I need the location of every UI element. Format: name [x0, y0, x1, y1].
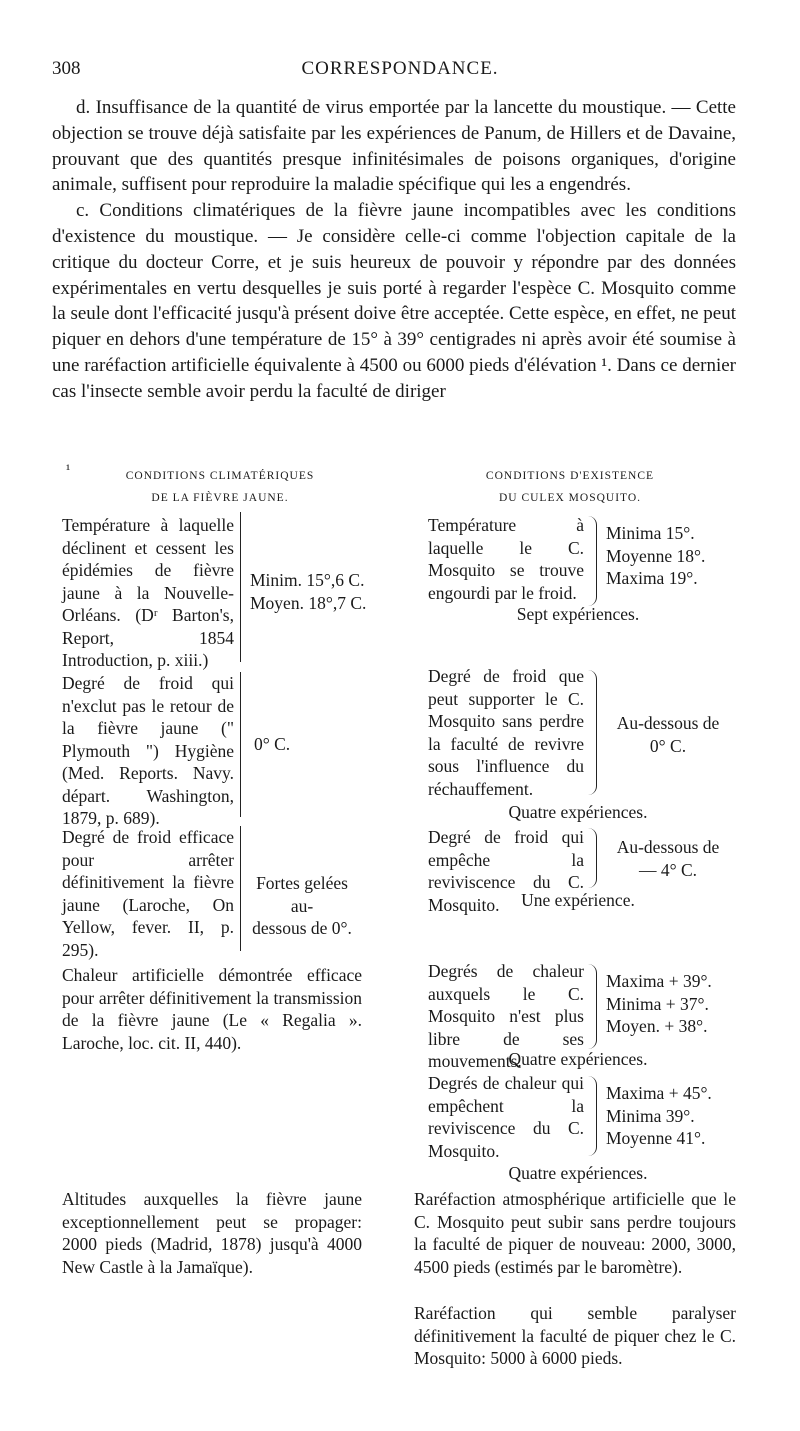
brace-line: [240, 826, 241, 951]
right-row1-note: Sept expériences.: [516, 604, 640, 624]
page-number: 308: [52, 58, 81, 79]
brace-right: [588, 828, 597, 888]
left-row3-value: Fortes gelées au- dessous de 0°.: [252, 873, 352, 938]
paragraph-c: c. Conditions climatériques de la fièvre jaune incompatibles avec les conditions d'existence du moustique. — Je considère celle-ci comme l'objection capitale de la critique du docteur Corre, et je suis heureux de pouvoir y répondre par des données expérimentales en vertu desquelles je suis porté à regarder l'espèce C. Mosquito comme la seule dont l'efficacité jusqu'à présent doive être acceptée. Cette espèce, en effet, ne peut piquer en dehors d'une température de 15° à 39° centigrades ni après avoir été soumise à une raréfaction artificielle équivalente à 4500 ou 6000 pieds d'élévation ¹. Dans ce dernier cas l'insecte semble avoir perdu la faculté de diriger: [52, 200, 737, 402]
right-row1-values: Minima 15°. Moyenne 18°. Maxima 19°.: [606, 523, 706, 588]
right-row2-value: Au-dessous de 0° C.: [616, 713, 720, 756]
right-row5-values: Maxima + 45°. Minima 39°. Moyenne 41°.: [606, 1083, 712, 1148]
brace-right: [588, 670, 597, 795]
right-row5-note: Quatre expériences.: [508, 1163, 648, 1183]
left-row1-text: Température à laquelle déclinent et cessent les épidémies de fièvre jaune à la Nouvelle-Orléans. (Dʳ Barton's, Report, 1854 Introduction, p. xiii.): [62, 515, 234, 670]
right-row2-note: Quatre expériences.: [508, 802, 648, 822]
right-row2-text: Degré de froid que peut supporter le C. Mosquito sans perdre la faculté de revivre sous l'influence du réchauffement.: [428, 666, 584, 799]
main-text: [52, 95, 736, 405]
right-paralysis-text: Raréfaction qui semble paralyser définitivement la faculté de piquer chez le C. Mosquito: 5000 à 6000 pieds.: [414, 1303, 736, 1368]
running-title: CORRESPONDANCE.: [301, 58, 499, 79]
brace-line: [240, 672, 241, 817]
brace-line: [240, 512, 241, 662]
paragraph-d: d. Insuffisance de la quantité de virus emportée par la lancette du moustique. — Cette objection se trouve déjà satisfaite par les expériences de Panum, de Hillers et de Davaine, prouvant que des quantités presque infinitésimales de poisons organiques, d'origine animale, suffisent pour reproduire la maladie spécifique qui les a engendrés.: [52, 97, 736, 196]
brace-right: [588, 516, 597, 606]
left-row1-values: Minim. 15°,6 C. Moyen. 18°,7 C.: [250, 570, 367, 613]
right-row3-value: Au-dessous de — 4° C.: [616, 837, 720, 880]
right-row3-text: Degré de froid qui empêche la reviviscence du C. Mosquito.: [428, 827, 584, 915]
footnote-mark: ¹: [66, 463, 71, 478]
right-rarefaction-text: Raréfaction atmosphérique artificielle que le C. Mosquito peut subir sans perdre toujours la faculté de piquer de nouveau: 2000, 3000, 4500 pieds (estimés par le baromètre).: [414, 1189, 736, 1277]
right-column-heading: CONDITIONS D'EXISTENCE DU CULEX MOSQUITO.: [485, 470, 655, 504]
left-row2-value: 0° C.: [254, 734, 291, 754]
right-row4-text: Degrés de chaleur auxquels le C. Mosquito n'est plus libre de ses mouvements.: [428, 961, 584, 1071]
left-row2-text: Degré de froid qui n'exclut pas le retour de la fièvre jaune (" Plymouth ") Hygiène (Med. Reports. Navy. départ. Washington, 1879, p. 689).: [62, 673, 234, 828]
right-row4-values: Maxima + 39°. Minima + 37°. Moyen. + 38°.: [606, 971, 712, 1036]
brace-right: [588, 1076, 597, 1156]
right-row4-note: Quatre expériences.: [508, 1049, 648, 1069]
right-row3-note: Une expérience.: [521, 890, 635, 910]
left-heat-text: Chaleur artificielle démontrée efficace pour arrêter définitivement la transmission de la fièvre jaune (Le « Regalia ». Laroche, loc. cit. II, 440).: [62, 965, 362, 1053]
left-altitude-text: Altitudes auxquelles la fièvre jaune exceptionnellement peut se propager: 2000 pieds (Madrid, 1878) jusqu'à 4000 New Castle à la Jamaïque).: [62, 1189, 362, 1277]
right-row1-text: Température à laquelle le C. Mosquito se trouve engourdi par le froid.: [428, 515, 584, 603]
brace-right: [588, 964, 597, 1049]
left-row3-text: Degré de froid efficace pour arrêter définitivement la fièvre jaune (Laroche, On Yellow, fever. II, p. 295).: [62, 827, 234, 960]
right-row5-text: Degrés de chaleur qui empêchent la reviviscence du C. Mosquito.: [428, 1073, 584, 1161]
left-column-heading: CONDITIONS CLIMATÉRIQUES DE LA FIÈVRE JAUNE.: [125, 470, 315, 504]
